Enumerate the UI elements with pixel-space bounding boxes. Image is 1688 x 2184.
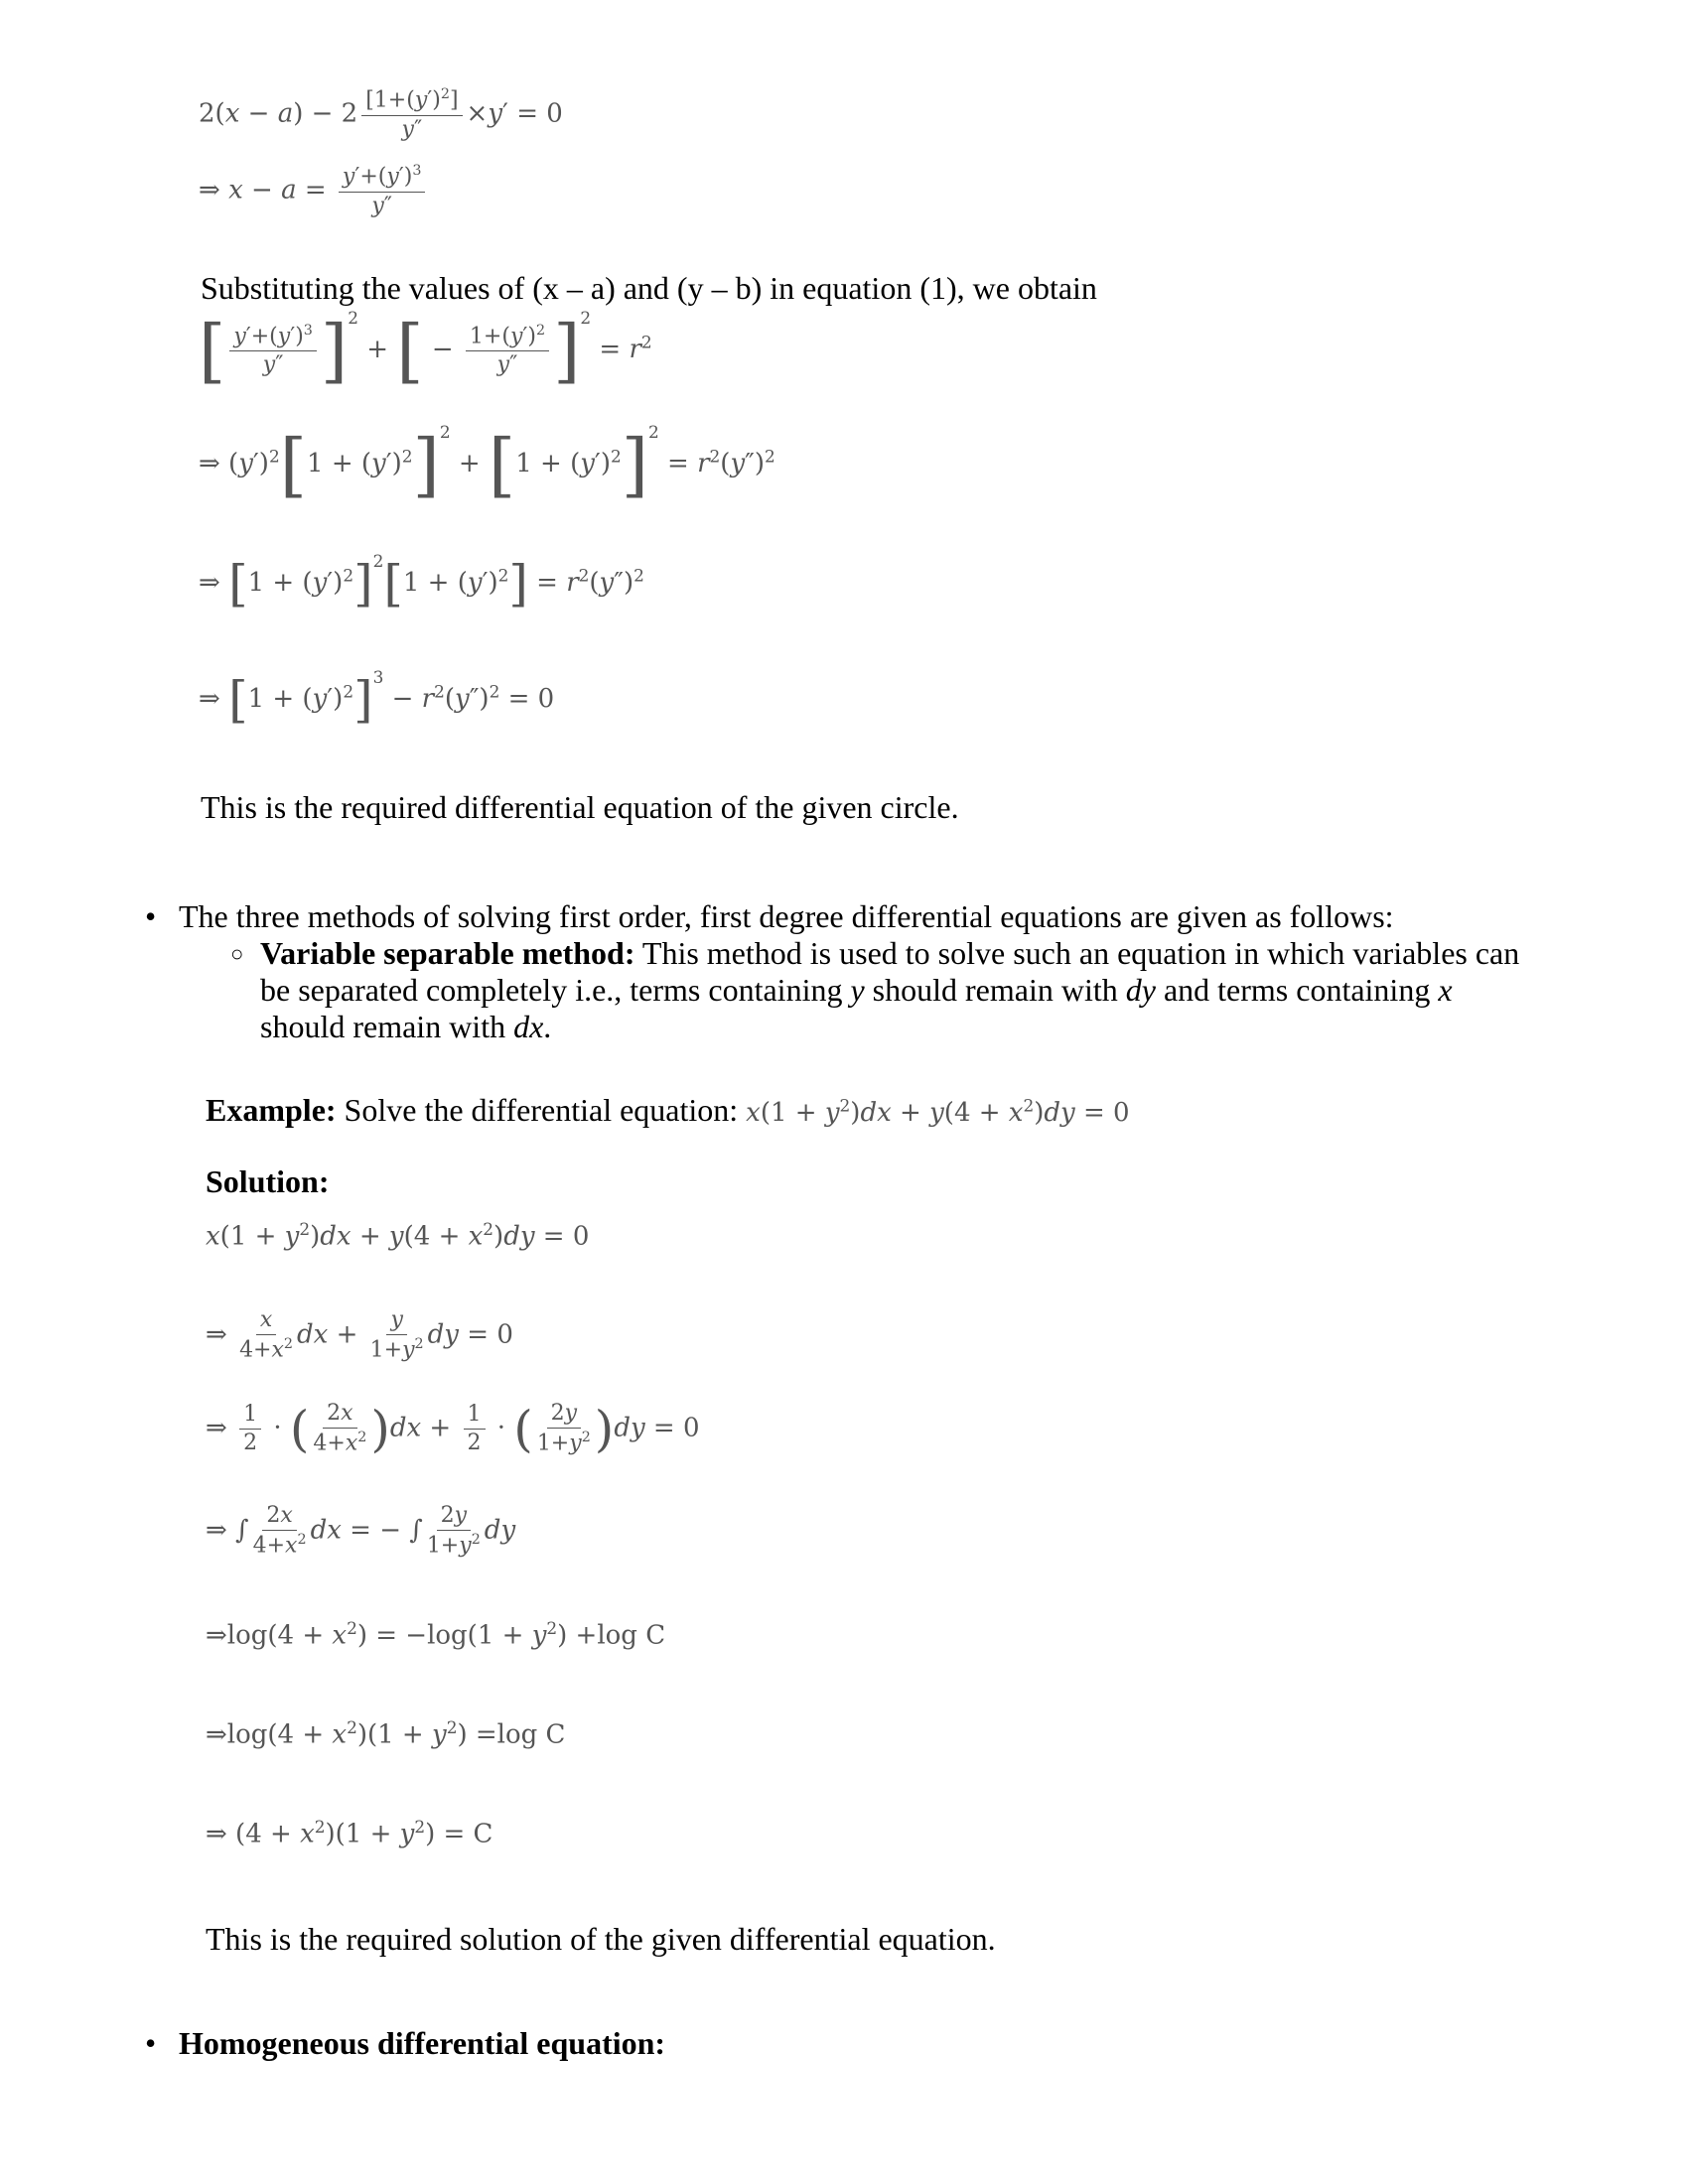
- variable-separable-title: Variable separable method:: [260, 935, 635, 971]
- solution-step-4: ⇒ ∫ $\frac{2x}{4+x^2}$ dx = − ∫ $\frac{2y}{1+y^2}$ dy: [206, 1503, 516, 1559]
- substituting-text: Substituting the values of (x – a) and (y – b) in equation (1), we obtain: [201, 270, 1097, 306]
- solution-step-5: ⇒log(4 + $x^2) = -\log(1 + y^2) +\log$ C: [206, 1618, 666, 1651]
- circle-conclusion: This is the required differential equation of the given circle.: [201, 789, 959, 825]
- variable-separable-desc-2: be separated completely i.e., terms containing y should remain with dy and terms containing x: [260, 972, 1453, 1008]
- equation-3: ⇒ $[1 + (y')^2]^2[1 + (y')^2] = r^2(y'')^2$: [199, 551, 644, 613]
- solution-conclusion: This is the required solution of the given differential equation.: [206, 1921, 996, 1957]
- equation-1: [ $\frac{y'+(y')^3}{y''}$ ]$^2$ + [ − $\frac{1+(y')^2}{y''}$ ]$^2 = r^2$: [199, 308, 652, 391]
- example-equation: $x(1 + y^2)dx + y(4 + x^2)dy = 0$: [746, 1095, 1130, 1128]
- variable-separable-item: [260, 935, 1519, 972]
- solution-step-7: ⇒ $(4 + x^2)(1 + y^2) = C$: [206, 1817, 493, 1849]
- solution-step-6: ⇒log(4 + $x^2)(1 + y^2) =\log$ C: [206, 1717, 566, 1750]
- example-line: [206, 1092, 1130, 1129]
- homogeneous-title: • Homogeneous differential equation:: [179, 2025, 665, 2062]
- solution-step-3: ⇒ $\frac{1}{2}$ · ( $\frac{2x}{4+x^2}$ )dx + $\frac{1}{2}$ · ( $\frac{2y}{1+y^2}$ )dy = 0: [206, 1400, 700, 1458]
- derivation-line-2: ⇒ x − a = $\frac{y'+(y')^3}{y''}$: [199, 164, 429, 218]
- variable-separable-desc-1: This method is used to solve such an equation in which variables can: [641, 935, 1520, 971]
- solution-step-2: ⇒ $\frac{x}{4+x^2}$ dx + $\frac{y}{1+y^2}$ dy = 0: [206, 1307, 513, 1363]
- example-text: Solve the differential equation:: [344, 1092, 739, 1128]
- methods-intro: • The three methods of solving first order, first degree differential equations are given as follows:: [179, 898, 1394, 935]
- equation-4: ⇒ $[1 + (y')^2]^3 - r^2(y'')^2 = 0$: [199, 667, 555, 729]
- example-label: Example:: [206, 1092, 337, 1128]
- variable-separable-desc-3: should remain with dx.: [260, 1009, 552, 1044]
- equation-2: ⇒ $(y')^2[1 + (y')^2]^2 + [1 + (y')^2]^2 = r^2(y'')^2$: [199, 422, 775, 505]
- derivation-line-1: 2(x − a) − 2 $\frac{[1+(y')^2]}{y''}$ ×y′ = 0: [199, 86, 563, 142]
- solution-label: Solution:: [206, 1163, 330, 1199]
- solution-step-1: $x(1 + y^2)dx + y(4 + x^2)dy = 0$: [206, 1219, 590, 1252]
